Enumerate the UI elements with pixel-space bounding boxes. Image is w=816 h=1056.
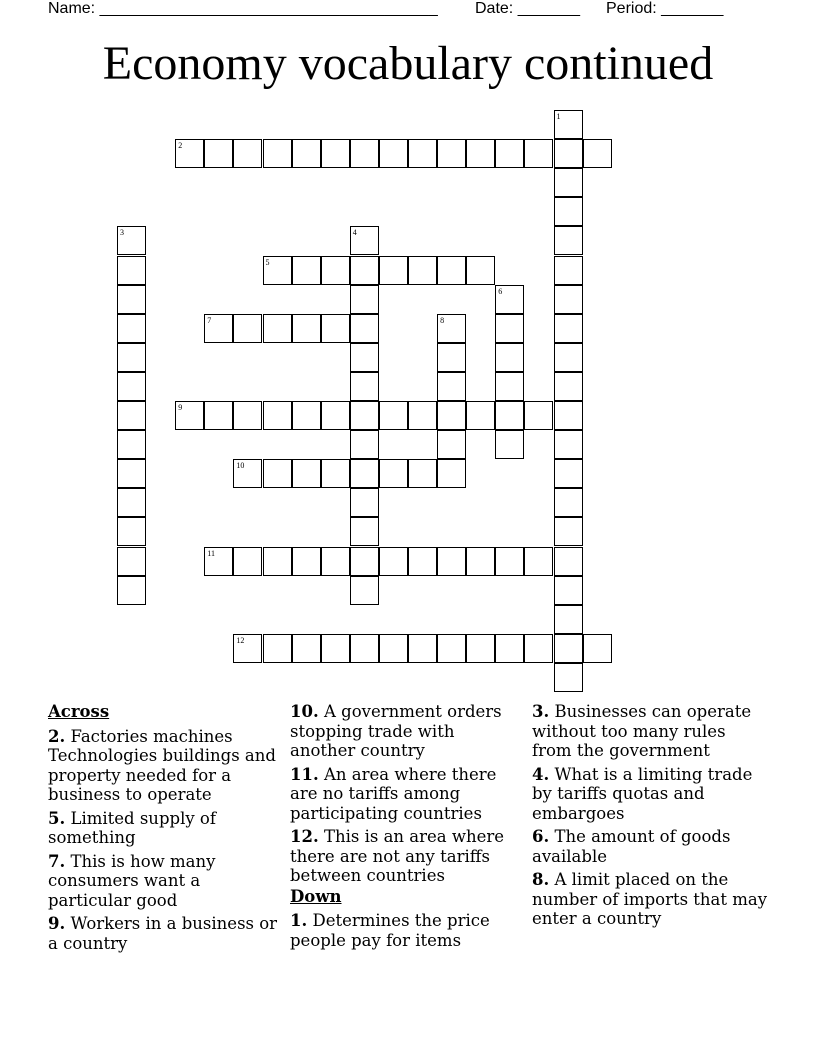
cell-number: 8 bbox=[440, 315, 445, 325]
crossword-cell[interactable] bbox=[437, 372, 466, 401]
crossword-cell[interactable] bbox=[263, 547, 292, 576]
crossword-cell[interactable] bbox=[350, 547, 379, 576]
cell-number: 10 bbox=[236, 461, 245, 471]
crossword-cell[interactable] bbox=[233, 314, 262, 343]
crossword-cell[interactable] bbox=[350, 285, 379, 314]
crossword-cell[interactable] bbox=[350, 634, 379, 663]
crossword-cell[interactable] bbox=[350, 343, 379, 372]
crossword-cell[interactable] bbox=[350, 517, 379, 546]
crossword-cell[interactable] bbox=[524, 634, 553, 663]
clue-text: A limit placed on the number of imports that may enter a country bbox=[532, 870, 768, 928]
clue-across-7 bbox=[48, 852, 284, 911]
crossword-cell[interactable] bbox=[117, 459, 146, 488]
crossword-cell[interactable] bbox=[554, 197, 583, 226]
crossword-cell[interactable] bbox=[466, 634, 495, 663]
crossword-cell[interactable] bbox=[554, 605, 583, 634]
crossword-cell[interactable] bbox=[554, 634, 583, 663]
crossword-cell[interactable] bbox=[554, 459, 583, 488]
crossword-cell[interactable] bbox=[408, 459, 437, 488]
cell-number: 2 bbox=[178, 141, 183, 151]
clue-down-1 bbox=[290, 911, 524, 950]
crossword-cell[interactable] bbox=[350, 314, 379, 343]
clue-number: 4. bbox=[532, 764, 550, 784]
crossword-cell[interactable] bbox=[495, 430, 524, 459]
crossword-cell[interactable] bbox=[204, 314, 233, 343]
crossword-cell[interactable] bbox=[554, 430, 583, 459]
crossword-cell[interactable] bbox=[554, 517, 583, 546]
crossword-cell[interactable] bbox=[321, 256, 350, 285]
crossword-cell[interactable] bbox=[233, 634, 262, 663]
clue-text: Businesses can operate without too many rules from the government bbox=[532, 702, 752, 760]
crossword-cell[interactable] bbox=[554, 401, 583, 430]
crossword-cell[interactable] bbox=[350, 226, 379, 255]
crossword-cell[interactable] bbox=[437, 401, 466, 430]
crossword-cell[interactable] bbox=[554, 663, 583, 692]
cell-number: 6 bbox=[498, 286, 503, 296]
crossword-cell[interactable] bbox=[321, 139, 350, 168]
clue-number: 10. bbox=[290, 702, 319, 721]
crossword-cell[interactable] bbox=[350, 576, 379, 605]
clue-across-11 bbox=[290, 765, 524, 824]
crossword-cell[interactable] bbox=[379, 634, 408, 663]
crossword-cell[interactable] bbox=[117, 314, 146, 343]
crossword-cell[interactable] bbox=[350, 256, 379, 285]
crossword-cell[interactable] bbox=[204, 547, 233, 576]
crossword-cell[interactable] bbox=[583, 139, 612, 168]
clue-text: Factories machines Technologies buildings and property needed for a business to operate bbox=[48, 726, 276, 804]
crossword-cell[interactable] bbox=[495, 139, 524, 168]
clue-number: 12. bbox=[290, 827, 319, 846]
clues-column-2 bbox=[290, 702, 524, 954]
crossword-cell[interactable] bbox=[350, 459, 379, 488]
crossword-cell[interactable] bbox=[233, 139, 262, 168]
crossword-cell[interactable] bbox=[495, 285, 524, 314]
crossword-cell[interactable] bbox=[495, 547, 524, 576]
page-title: Economy vocabulary continued bbox=[102, 37, 714, 90]
crossword-cell[interactable] bbox=[554, 168, 583, 197]
down-heading: Down bbox=[290, 886, 342, 906]
crossword-cell[interactable] bbox=[292, 401, 321, 430]
crossword-cell[interactable] bbox=[117, 343, 146, 372]
period-field-label: Period: _______ bbox=[606, 0, 724, 17]
clue-number: 6. bbox=[532, 827, 550, 846]
clue-across-12 bbox=[290, 827, 524, 886]
across-heading: Across bbox=[48, 702, 110, 721]
crossword-cell[interactable] bbox=[524, 139, 553, 168]
crossword-cell[interactable] bbox=[408, 256, 437, 285]
clue-text: Workers in a business or a country bbox=[48, 914, 278, 953]
clue-number: 8. bbox=[532, 870, 550, 889]
crossword-cell[interactable] bbox=[117, 256, 146, 285]
crossword-cell[interactable] bbox=[583, 634, 612, 663]
crossword-cell[interactable] bbox=[117, 372, 146, 401]
crossword-cell[interactable] bbox=[321, 314, 350, 343]
clues-column-3 bbox=[532, 702, 768, 933]
crossword-cell[interactable] bbox=[292, 256, 321, 285]
clue-text: This is how many consumers want a particular good bbox=[48, 851, 216, 910]
crossword-cell[interactable] bbox=[321, 547, 350, 576]
crossword-cell[interactable] bbox=[495, 343, 524, 372]
crossword-cell[interactable] bbox=[117, 285, 146, 314]
crossword-cell[interactable] bbox=[321, 634, 350, 663]
crossword-cell[interactable] bbox=[554, 547, 583, 576]
cell-number: 4 bbox=[352, 228, 357, 238]
crossword-cell[interactable] bbox=[437, 256, 466, 285]
crossword-cell[interactable] bbox=[292, 547, 321, 576]
clue-down-8 bbox=[532, 870, 768, 929]
clues-column-1 bbox=[48, 702, 284, 957]
crossword-cell[interactable] bbox=[263, 256, 292, 285]
crossword-cell[interactable] bbox=[379, 547, 408, 576]
crossword-cell[interactable] bbox=[437, 634, 466, 663]
cell-number: 7 bbox=[207, 315, 212, 325]
clue-number: 9. bbox=[48, 914, 66, 933]
clue-down-6 bbox=[532, 827, 768, 866]
crossword-cell[interactable] bbox=[408, 547, 437, 576]
clue-number: 2. bbox=[48, 726, 66, 746]
crossword-cell[interactable] bbox=[117, 576, 146, 605]
crossword-cell[interactable] bbox=[292, 459, 321, 488]
crossword-cell[interactable] bbox=[495, 634, 524, 663]
crossword-cell[interactable] bbox=[204, 401, 233, 430]
crossword-cell[interactable] bbox=[175, 139, 204, 168]
cell-number: 5 bbox=[265, 257, 270, 267]
cell-number: 1 bbox=[556, 112, 561, 121]
clue-across-9 bbox=[48, 914, 284, 953]
crossword-cell[interactable] bbox=[263, 401, 292, 430]
name-field-label: Name: ______________________________________ bbox=[48, 0, 438, 17]
crossword-cell[interactable] bbox=[466, 256, 495, 285]
cell-number: 12 bbox=[236, 635, 245, 645]
crossword-cell[interactable] bbox=[554, 314, 583, 343]
crossword-cell[interactable] bbox=[117, 488, 146, 517]
crossword-cell[interactable] bbox=[292, 139, 321, 168]
crossword-cell[interactable] bbox=[554, 226, 583, 255]
crossword-cell[interactable] bbox=[292, 314, 321, 343]
crossword-cell[interactable] bbox=[321, 401, 350, 430]
cell-number: 11 bbox=[207, 548, 215, 558]
clue-down-3 bbox=[532, 702, 768, 761]
crossword-cell[interactable] bbox=[117, 401, 146, 430]
clue-across-5 bbox=[48, 809, 284, 848]
crossword-cell[interactable] bbox=[379, 459, 408, 488]
crossword-cell[interactable] bbox=[379, 256, 408, 285]
crossword-cell[interactable] bbox=[554, 139, 583, 168]
crossword-cell[interactable] bbox=[495, 372, 524, 401]
crossword-cell[interactable] bbox=[117, 517, 146, 546]
crossword-cell[interactable] bbox=[175, 401, 204, 430]
crossword-cell[interactable] bbox=[554, 488, 583, 517]
crossword-cell[interactable] bbox=[554, 256, 583, 285]
crossword-cell[interactable] bbox=[379, 139, 408, 168]
cell-number: 3 bbox=[120, 228, 124, 238]
clue-text: An area where there are no tariffs among participating countries bbox=[290, 764, 497, 823]
crossword-cell[interactable] bbox=[263, 314, 292, 343]
clue-number: 1. bbox=[290, 911, 308, 930]
crossword-cell[interactable] bbox=[408, 401, 437, 430]
crossword-cell[interactable] bbox=[437, 430, 466, 459]
crossword-cell[interactable] bbox=[379, 401, 408, 430]
crossword-cell[interactable] bbox=[321, 459, 350, 488]
crossword-cell[interactable] bbox=[263, 634, 292, 663]
crossword-cell[interactable] bbox=[554, 285, 583, 314]
crossword-cell[interactable] bbox=[233, 459, 262, 488]
crossword-cell[interactable] bbox=[554, 343, 583, 372]
clue-number: 3. bbox=[532, 702, 550, 721]
crossword-cell[interactable] bbox=[117, 226, 146, 255]
crossword-cell[interactable] bbox=[554, 110, 583, 139]
date-field-label: Date: _______ bbox=[475, 0, 580, 17]
crossword-cell[interactable] bbox=[233, 401, 262, 430]
crossword-cell[interactable] bbox=[495, 314, 524, 343]
clue-number: 11. bbox=[290, 764, 319, 784]
crossword-cell[interactable] bbox=[350, 139, 379, 168]
crossword-cell[interactable] bbox=[437, 139, 466, 168]
crossword-cell[interactable] bbox=[350, 372, 379, 401]
crossword-cell[interactable] bbox=[466, 547, 495, 576]
crossword-cell[interactable] bbox=[524, 401, 553, 430]
crossword-cell[interactable] bbox=[233, 547, 262, 576]
clue-across-2 bbox=[48, 727, 284, 805]
clue-text: The amount of goods available bbox=[532, 827, 731, 866]
crossword-cell[interactable] bbox=[117, 430, 146, 459]
crossword-cell[interactable] bbox=[117, 547, 146, 576]
crossword-cell[interactable] bbox=[350, 488, 379, 517]
crossword-cell[interactable] bbox=[554, 576, 583, 605]
crossword-cell[interactable] bbox=[263, 459, 292, 488]
crossword-cell[interactable] bbox=[408, 634, 437, 663]
crossword-cell[interactable] bbox=[437, 459, 466, 488]
crossword-cell[interactable] bbox=[350, 401, 379, 430]
crossword-cell[interactable] bbox=[466, 401, 495, 430]
crossword-cell[interactable] bbox=[524, 547, 553, 576]
crossword-cell[interactable] bbox=[466, 139, 495, 168]
clue-text: What is a limiting trade by tariffs quotas and embargoes bbox=[532, 764, 753, 823]
crossword-cell[interactable] bbox=[263, 139, 292, 168]
clue-number: 7. bbox=[48, 851, 66, 871]
clue-text: Determines the price people pay for items bbox=[290, 911, 490, 950]
clue-across-10 bbox=[290, 702, 524, 761]
crossword-cell[interactable] bbox=[292, 634, 321, 663]
clue-down-4 bbox=[532, 765, 768, 824]
crossword-cell[interactable] bbox=[554, 372, 583, 401]
crossword-cell[interactable] bbox=[437, 547, 466, 576]
clue-text: This is an area where there are not any tariffs between countries bbox=[290, 827, 505, 885]
crossword-cell[interactable] bbox=[437, 314, 466, 343]
clue-text: A government orders stopping trade with another country bbox=[290, 702, 502, 760]
clue-text: Limited supply of something bbox=[48, 808, 216, 847]
clue-number: 5. bbox=[48, 808, 66, 828]
crossword-cell[interactable] bbox=[495, 401, 524, 430]
crossword-cell[interactable] bbox=[204, 139, 233, 168]
crossword-cell[interactable] bbox=[350, 430, 379, 459]
crossword-cell[interactable] bbox=[437, 343, 466, 372]
crossword-cell[interactable] bbox=[408, 139, 437, 168]
cell-number: 9 bbox=[178, 403, 183, 412]
